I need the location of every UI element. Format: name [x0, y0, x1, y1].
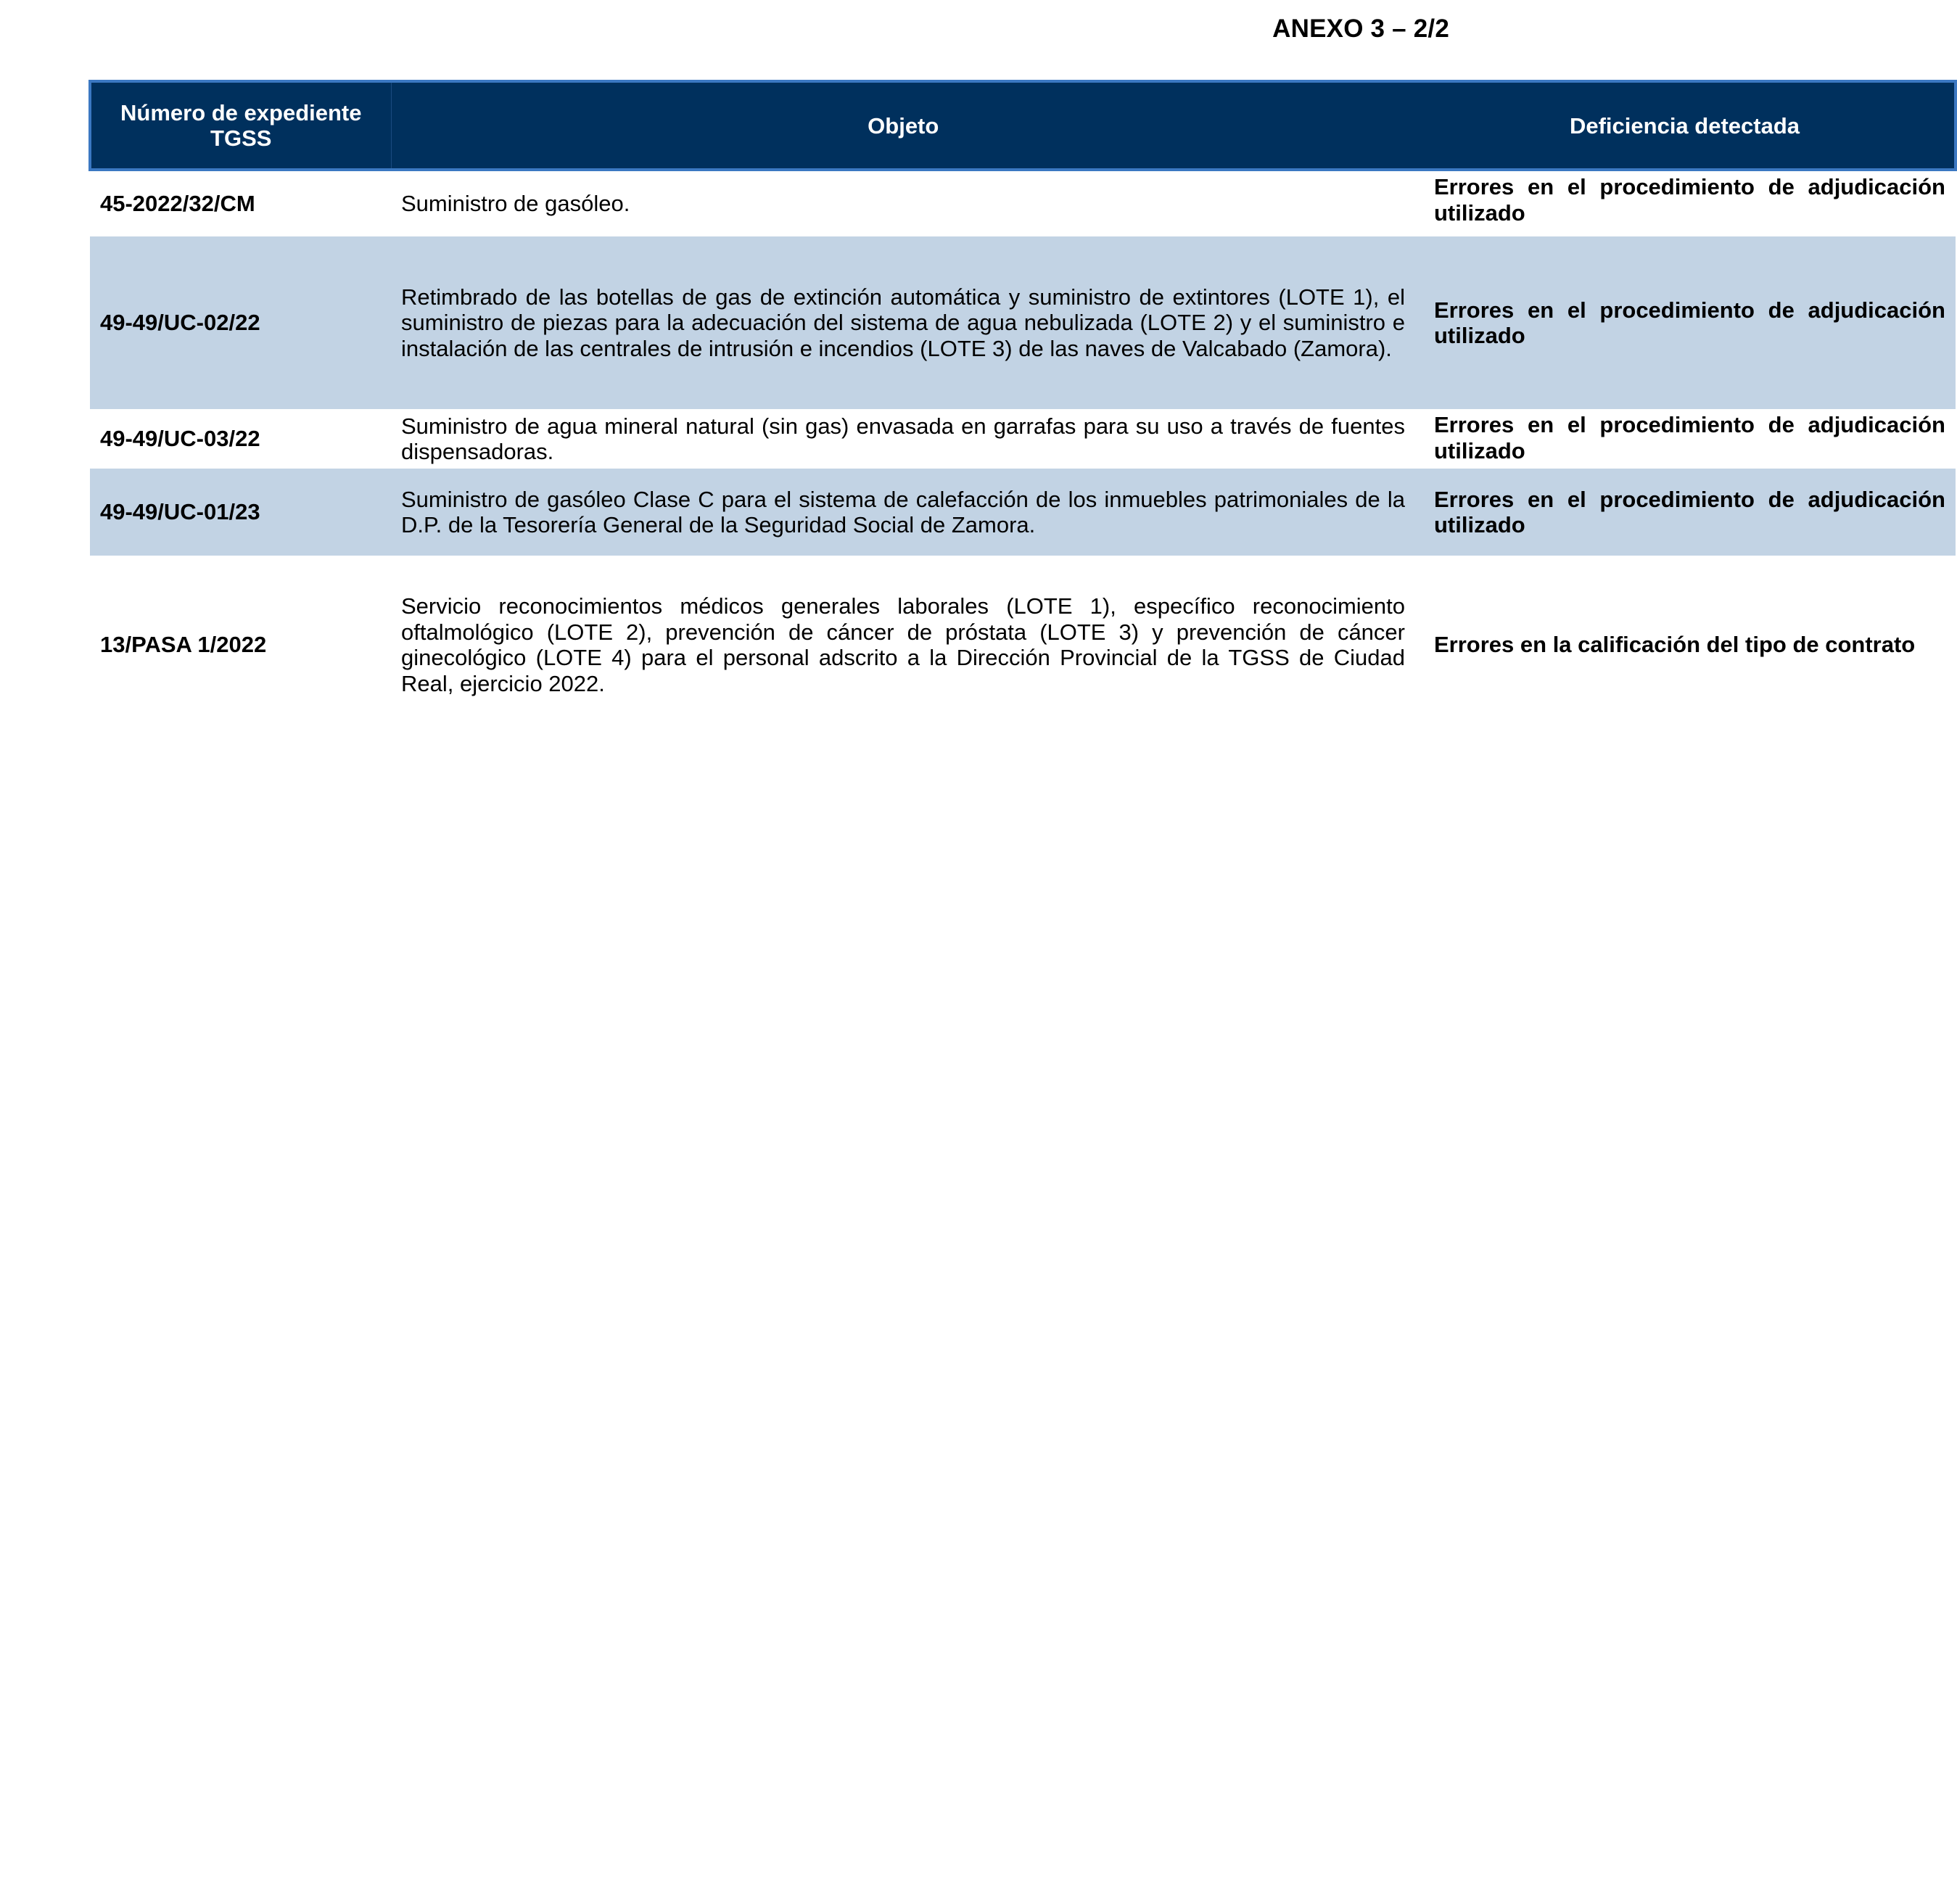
- deficiency-table: [88, 80, 1957, 734]
- expediente-cell: 49-49/UC-03/22: [100, 426, 260, 452]
- objeto-cell: Servicio reconocimientos médicos generales laborales (LOTE 1), específico reconocimiento oftalmológico (LOTE 2), prevención de cáncer de próstata (LOTE 3) y prevención de cáncer ginecológico (LOTE 4) para el personal adscrito a la Dirección Provincial de la TGSS de Ciudad Real, ejercicio 2022.: [401, 593, 1405, 696]
- annex-label: ANEXO 3 – 2/2: [1272, 15, 1449, 43]
- deficiency-table-container: [88, 80, 1945, 734]
- expediente-cell: 45-2022/32/CM: [100, 191, 255, 217]
- table-row: [90, 469, 1956, 556]
- table-row: [90, 170, 1956, 236]
- objeto-cell: Suministro de agua mineral natural (sin gas) envasada en garrafas para su uso a través de fuentes dispensadoras.: [401, 413, 1405, 464]
- table-row: [90, 556, 1956, 734]
- deficiencia-cell: Errores en el procedimiento de adjudicación utilizado: [1415, 236, 1956, 409]
- objeto-cell: Retimbrado de las botellas de gas de extinción automática y suministro de extintores (LOTE 1), el suministro de piezas para la adecuación del sistema de agua nebulizada (LOTE 2) y el suministro e instalación de las centrales de intrusión e incendios (LOTE 3) de las naves de Valcabado (Zamora).: [391, 236, 1415, 409]
- column-header-expediente: Número de expediente TGSS: [90, 81, 391, 170]
- column-header-objeto: Objeto: [391, 81, 1415, 170]
- deficiencia-cell: Errores en la calificación del tipo de contrato: [1434, 632, 1916, 658]
- table-row: [90, 236, 1956, 409]
- deficiencia-cell: Errores en el procedimiento de adjudicación utilizado: [1434, 412, 1945, 463]
- objeto-cell: Suministro de gasóleo.: [401, 191, 630, 217]
- deficiencia-cell: Errores en el procedimiento de adjudicación utilizado: [1434, 174, 1945, 226]
- expediente-cell: 49-49/UC-02/22: [90, 236, 391, 409]
- expediente-cell: 49-49/UC-01/23: [90, 469, 391, 556]
- column-header-deficiencia: Deficiencia detectada: [1415, 81, 1956, 170]
- expediente-cell: 13/PASA 1/2022: [100, 632, 267, 658]
- deficiencia-cell: Errores en el procedimiento de adjudicación utilizado: [1415, 469, 1956, 556]
- table-header-row: [90, 81, 1956, 170]
- objeto-cell: Suministro de gasóleo Clase C para el sistema de calefacción de los inmuebles patrimoniales de la D.P. de la Tesorería General de la Seguridad Social de Zamora.: [391, 469, 1415, 556]
- table-row: [90, 409, 1956, 469]
